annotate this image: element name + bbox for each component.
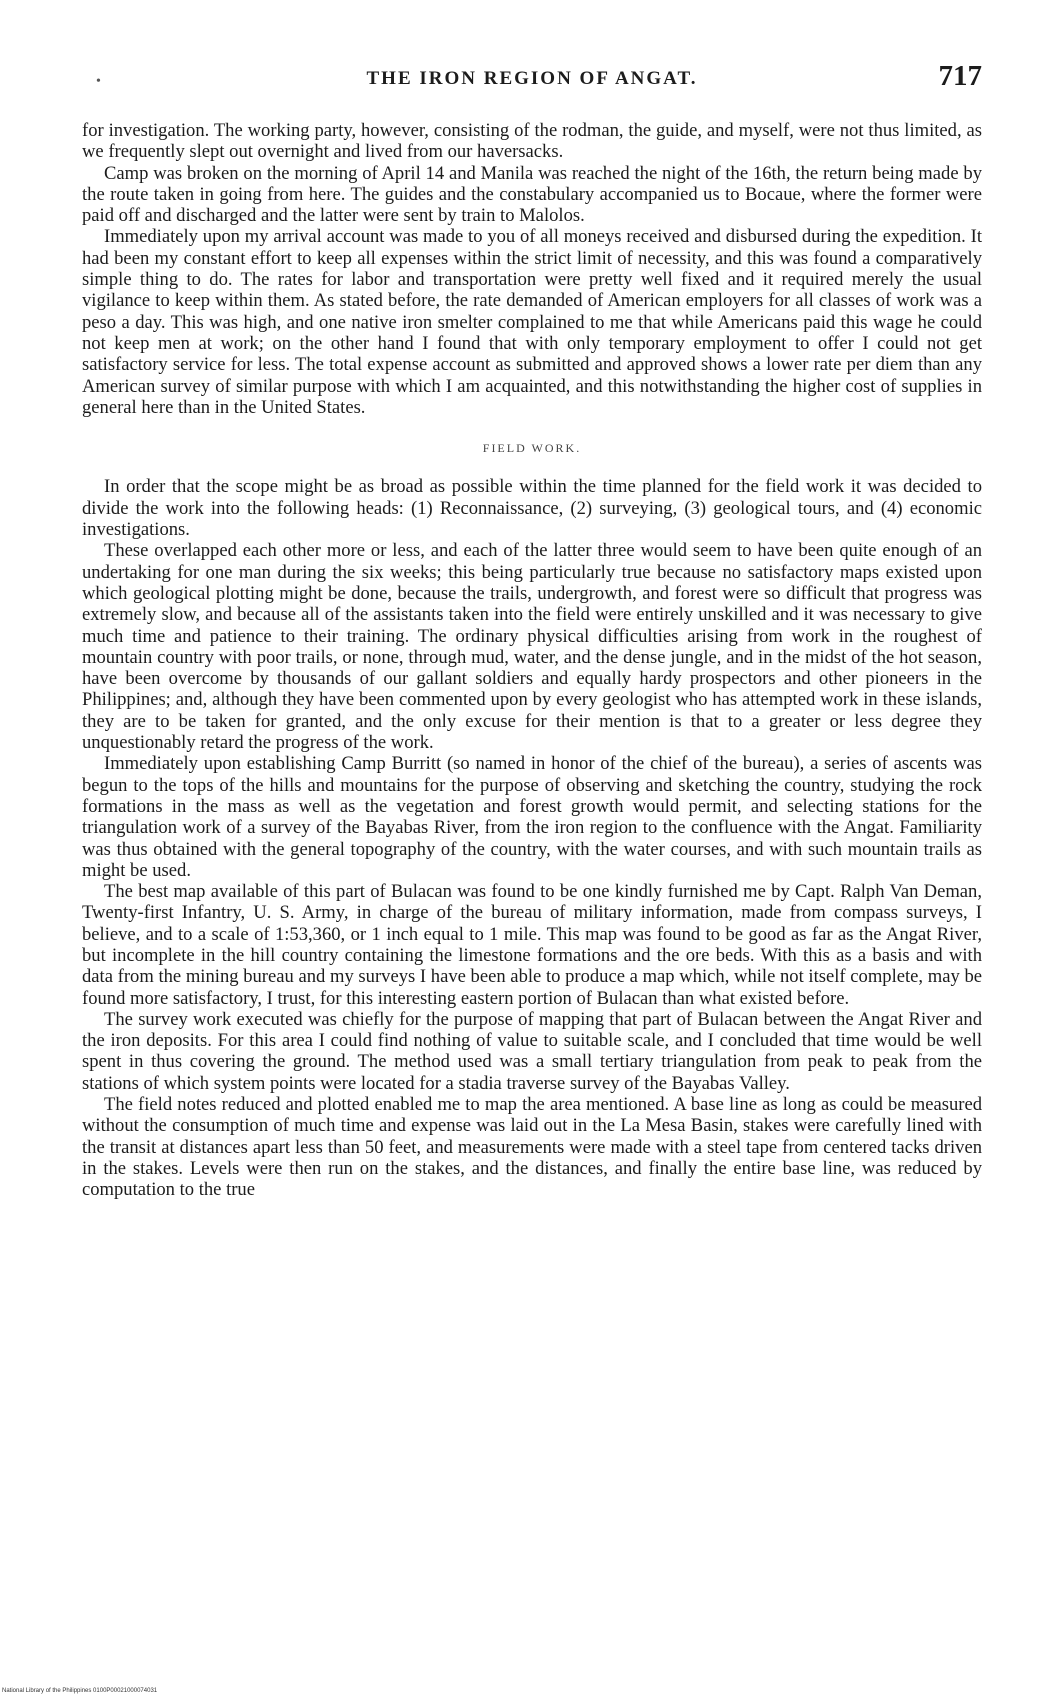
body-text (82, 120, 982, 1201)
running-title: THE IRON REGION OF ANGAT. (366, 68, 698, 89)
paragraph: The field notes reduced and plotted enabled me to map the area mentioned. A base line as long as could be measured without the consumption of much time and expense was laid out in the La Mesa Basin, stakes were carefully lined with the transit at distances apart less than 50 feet, and measurements were made with a steel tape from centered tacks driven in the stakes. Levels were then run on the stakes, and the distances, and finally the entire base line, was reduced by computation to the true (82, 1094, 982, 1201)
paragraph: The survey work executed was chiefly for the purpose of mapping that part of Bulacan between the Angat River and the iron deposits. For this area I could find nothing of value to suitable scale, and I concluded that time would be well spent in thus covering the ground. The method used was a small tertiary triangulation from peak to peak from the stations of which system points were located for a stadia traverse survey of the Bayabas Valley. (82, 1008, 982, 1094)
footer-credit: National Library of the Philippines 0100P00021000074031 (2, 1688, 158, 1694)
page-header (80, 60, 984, 100)
header-dot: • (96, 74, 101, 89)
paragraph: The best map available of this part of Bulacan was found to be one kindly furnished me by Capt. Ralph Van Deman, Twenty-first Infantry, U. S. Army, in charge of the bureau of military information, made from compass surveys, I believe, and to a scale of 1:53,360, or 1 inch equal to 1 mile. This map was found to be good as far as the Angat River, but incomplete in the hill country containing the limestone formations and the ore beds. With this as a basis and with data from the mining bureau and my surveys I have been able to produce a map which, while not itself complete, may be found more satisfactory, I trust, for this interesting eastern portion of Bulacan than what existed before. (82, 881, 982, 1009)
page-number: 717 (938, 60, 982, 92)
paragraph: These overlapped each other more or less, and each of the latter three would seem to have been quite enough of an undertaking for one man during the six weeks; this being particularly true because no satisfactory maps existed upon which geological plotting might be done, because the trails, undergrowth, and forest were so difficult that progress was extremely slow, and because all of the assistants taken into the field were entirely unskilled and it was necessary to give much time and patience to their training. The ordinary physical difficulties arising from work in the roughest of mountain country with poor trails, or none, through mud, water, and the dense jungle, and in the midst of the hot season, have been overcome by thousands of our gallant soldiers and equally hardy prospectors and other pioneers in the Philippines; and, although they have been commented upon by every geologist who has attempted work in these islands, they are to be taken for granted, and the only excuse for their mention is that to a greater or less degree they unquestionably retard the progress of the work. (82, 540, 982, 754)
paragraph: Immediately upon establishing Camp Burritt (so named in honor of the chief of the bureau), a series of ascents was begun to the tops of the hills and mountains for the purpose of observing and sketching the country, studying the rock formations in the mass as well as the vegetation and forest growth would permit, and selecting stations for the triangulation work of a survey of the Bayabas River, from the iron region to the confluence with the Angat. Familiarity was thus obtained with the general topography of the country, with the water courses, and with such mountain trails as might be used. (82, 753, 982, 881)
paragraph: In order that the scope might be as broad as possible within the time planned for the field work it was decided to divide the work into the following heads: (1) Reconnaissance, (2) surveying, (3) geological tours, and (4) economic investigations. (82, 476, 982, 541)
paragraph: for investigation. The working party, however, consisting of the rodman, the guide, and myself, were not thus limited, as we frequently slept out overnight and lived from our haversacks. (82, 120, 982, 163)
section-heading: FIELD WORK. (482, 441, 582, 456)
paragraph: Camp was broken on the morning of April 14 and Manila was reached the night of the 16th, the return being made by the route taken in going from here. The guides and the constabulary accompanied us to Bocaue, where the former were paid off and discharged and the latter were sent by train to Malolos. (82, 162, 982, 227)
paragraph: Immediately upon my arrival account was made to you of all moneys received and disbursed during the expedition. It had been my constant effort to keep all expenses within the strict limit of necessity, and this was found a comparatively simple thing to do. The rates for labor and transportation were pretty well fixed and it required merely the usual vigilance to keep within them. As stated before, the rate demanded of American employers for all classes of work was a peso a day. This was high, and one native iron smelter complained to me that while Americans paid this wage he could not keep men at work; on the other hand I found that with only temporary employment to offer I could not get satisfactory service for less. The total expense account as submitted and approved shows a lower rate per diem than any American survey of similar purpose with which I am acquainted, and this notwithstanding the higher cost of supplies in general here than in the United States. (82, 226, 982, 418)
